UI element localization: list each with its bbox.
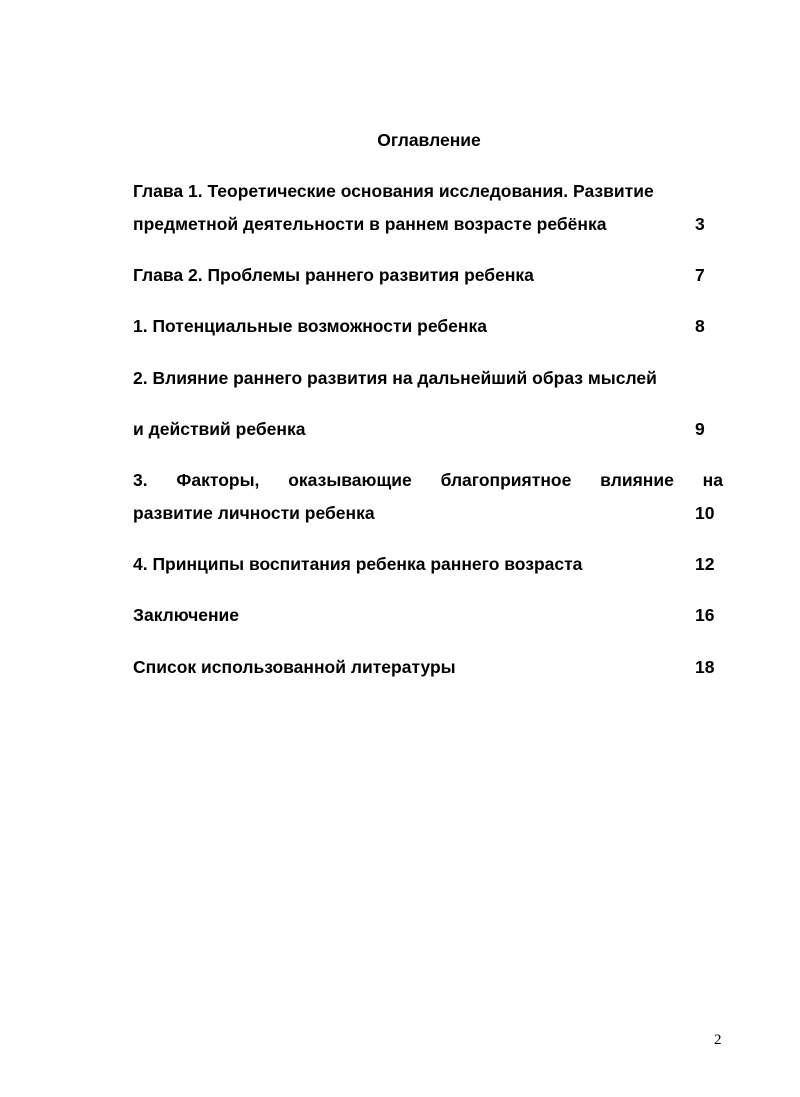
toc-entry-page-number: 16 bbox=[695, 605, 715, 625]
toc-entry-page-number: 3 bbox=[695, 214, 705, 234]
toc-entry-7 bbox=[133, 602, 723, 628]
toc-entry-8 bbox=[133, 654, 723, 680]
toc-entry-5-line-2 bbox=[133, 500, 723, 526]
toc-entry-2 bbox=[133, 262, 723, 288]
toc-entry-text: и действий ребенка bbox=[133, 419, 306, 439]
toc-entry-6 bbox=[133, 551, 723, 577]
toc-entry-text: 1. Потенциальные возможности ребенка bbox=[133, 316, 487, 336]
toc-entry-text: Заключение bbox=[133, 605, 240, 625]
toc-entry-page-number: 8 bbox=[695, 316, 705, 336]
toc-entry-5-line-1 bbox=[133, 467, 723, 493]
toc-entry-page-number: 12 bbox=[695, 554, 715, 574]
toc-entry-text: развитие личности ребенка bbox=[133, 503, 375, 523]
toc-entry-text: Глава 2. Проблемы раннего развития ребенка bbox=[133, 265, 534, 285]
page-number: 2 bbox=[714, 1032, 722, 1048]
toc-entry-1-line-2 bbox=[133, 211, 723, 237]
toc-entry-4-line-1 bbox=[133, 365, 723, 391]
toc-entry-page-number: 10 bbox=[695, 503, 715, 523]
toc-entry-1-line-1 bbox=[133, 178, 723, 204]
toc-entry-text: предметной деятельности в раннем возрасте ребёнка bbox=[133, 214, 607, 234]
toc-entry-text: 4. Принципы воспитания ребенка раннего возраста bbox=[133, 554, 583, 574]
toc-entry-3 bbox=[133, 313, 723, 339]
toc-entry-text: Список использованной литературы bbox=[133, 657, 456, 677]
toc-entry-text: Глава 1. Теоретические основания исследования. Развитие bbox=[133, 181, 654, 201]
toc-entry-page-number: 7 bbox=[695, 265, 705, 285]
toc-entry-page-number: 18 bbox=[695, 657, 715, 677]
toc-entry-text: 3. Факторы, оказывающие благоприятное влияние на bbox=[133, 470, 723, 490]
toc-title: Оглавление bbox=[377, 130, 481, 150]
toc-entry-4-line-2 bbox=[133, 416, 723, 442]
toc-entry-page-number: 9 bbox=[695, 419, 705, 439]
toc-entry-text: 2. Влияние раннего развития на дальнейший образ мыслей bbox=[133, 368, 657, 388]
